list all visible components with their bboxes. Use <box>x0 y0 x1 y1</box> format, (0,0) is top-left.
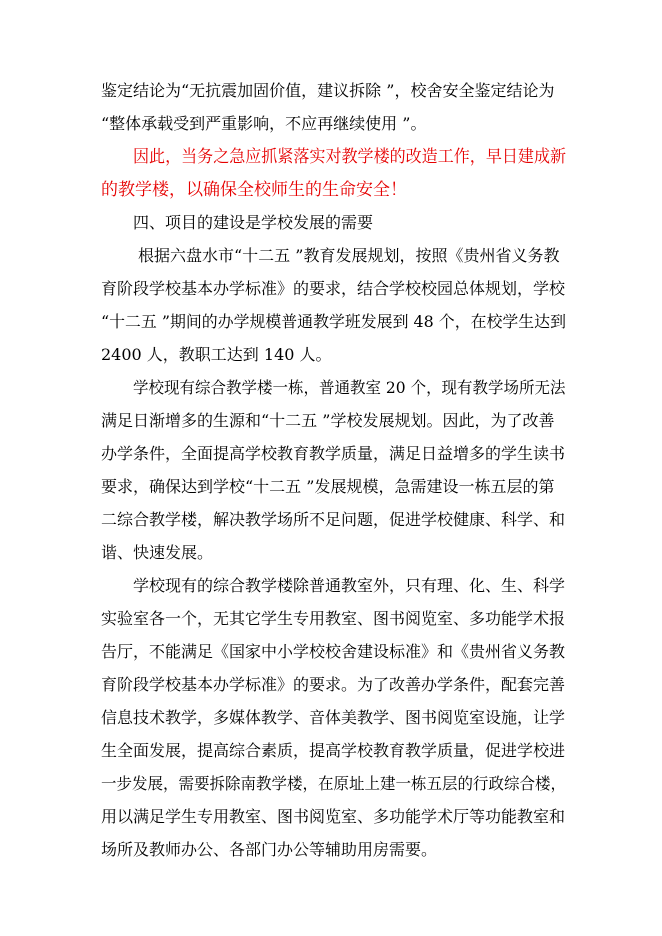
paragraph-line: 用以满足学生专用教室、图书阅览室、多功能学术厅等功能教室和 <box>101 807 566 826</box>
highlight-line: 的教学楼，以确保全校师生的生命安全！ <box>101 180 407 200</box>
paragraph-line: 告厅，不能满足《国家中小学校校舍建设标准》和《贵州省义务教 <box>101 642 566 661</box>
paragraph-line: 学校现有的综合教学楼除普通教室外，只有理、化、生、科学 <box>133 576 566 595</box>
highlight-line: 因此，当务之急应抓紧落实对教学楼的改造工作，早日建成新 <box>133 147 567 167</box>
paragraph-line: 二综合教学楼，解决教学场所不足问题，促进学校健康、科学、和 <box>101 510 566 529</box>
paragraph-line: “十二五 ”期间的办学规模普通教学班发展到 48 个，在校学生达到 <box>101 312 566 331</box>
paragraph-line: 信息技术教学，多媒体教学、音体美教学、图书阅览室设施，让学 <box>101 708 566 727</box>
paragraph-line: 育阶段学校基本办学标准》的要求。为了改善办学条件，配套完善 <box>101 675 566 694</box>
paragraph-line: 办学条件，全面提高学校教育教学质量，满足日益增多的学生读书 <box>101 444 566 463</box>
paragraph-line: 要求，确保达到学校“十二五 ”发展规模，急需建设一栋五层的第 <box>101 477 555 496</box>
paragraph-line: 2400 人，教职工达到 140 人。 <box>101 345 332 364</box>
paragraph-line: 一步发展，需要拆除南教学楼，在原址上建一栋五层的行政综合楼， <box>101 774 567 793</box>
paragraph-line: 场所及教师办公、各部门办公等辅助用房需要。 <box>101 840 438 859</box>
paragraph-line: 根据六盘水市“十二五 ”教育发展规划，按照《贵州省义务教 <box>138 246 560 265</box>
paragraph-line: 谐、快速发展。 <box>101 543 214 562</box>
paragraph-line: “整体承载受到严重影响，不应再继续使用 ”。 <box>101 114 427 133</box>
paragraph-line: 生全面发展，提高综合素质，提高学校教育教学质量，促进学校进 <box>101 741 566 760</box>
paragraph-line: 实验室各一个，无其它学生专用教室、图书阅览室、多功能学术报 <box>101 609 566 628</box>
paragraph-line: 学校现有综合教学楼一栋，普通教室 20 个，现有教学场所无法 <box>133 378 566 397</box>
paragraph-line: 满足日渐增多的生源和“十二五 ”学校发展规划。因此，为了改善 <box>101 411 555 430</box>
paragraph-line: 育阶段学校基本办学标准》的要求，结合学校校园总体规划，学校 <box>101 279 566 298</box>
section-heading: 四、项目的建设是学校发展的需要 <box>133 213 374 232</box>
paragraph-line: 鉴定结论为“无抗震加固价值，建议拆除 ”，校舍安全鉴定结论为 <box>101 81 555 100</box>
